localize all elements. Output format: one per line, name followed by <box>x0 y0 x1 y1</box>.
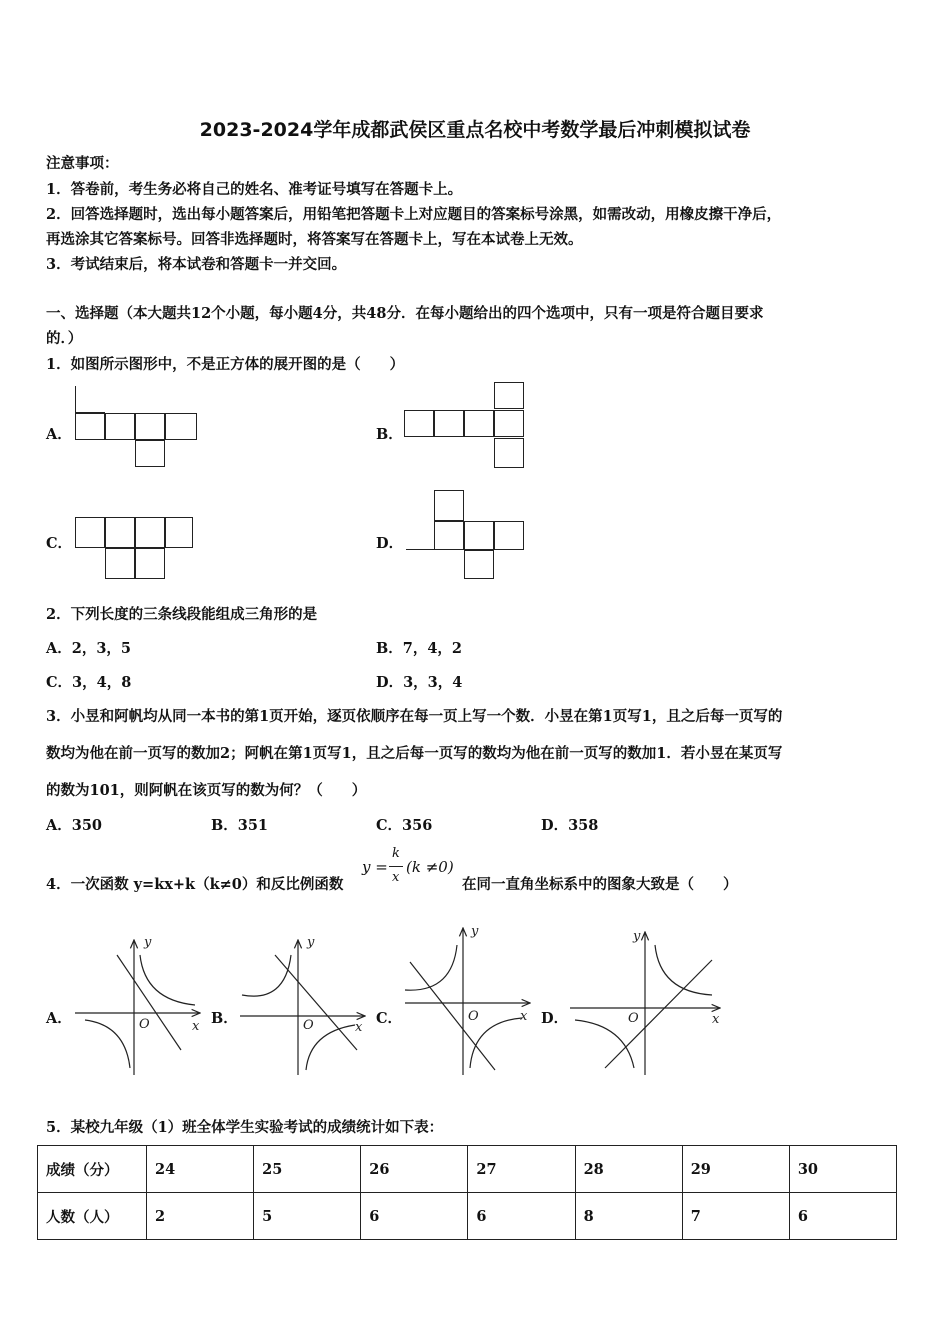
q1-option-d-label: D． <box>376 535 404 552</box>
q2-option-d: D．3，3，4 <box>376 674 463 691</box>
q3-option-c: C．356 <box>376 817 433 834</box>
section-heading-cont: 的．） <box>46 330 83 347</box>
section-heading: 一、选择题（本大题共12个小题，每小题4分，共48分．在每小题给出的四个选项中，只有一项是符合题目要求 <box>46 305 764 322</box>
table-cell: 6 <box>468 1193 575 1240</box>
q4-option-a-label: A． <box>46 1010 72 1027</box>
notice-item-3: 3．考试结束后，将本试卷和答题卡一并交回。 <box>46 256 347 273</box>
table-header-score: 成绩（分） <box>38 1146 147 1193</box>
q3-option-a: A．350 <box>46 817 103 834</box>
notice-heading: 注意事项： <box>46 155 119 172</box>
q4-d-origin: O <box>628 1011 639 1026</box>
q4-graph-b <box>240 940 365 1075</box>
q4-formula-num: k <box>392 846 400 861</box>
q4-a-x-label: x <box>192 1019 200 1034</box>
q3-stem-3: 的数为101，则阿帆在该页写的数为何？（ ） <box>46 782 367 799</box>
table-row-counts <box>38 1193 897 1240</box>
q4-d-x-label: x <box>712 1012 720 1027</box>
table-cell: 6 <box>789 1193 896 1240</box>
q5-stem: 5．某校九年级（1）班全体学生实验考试的成绩统计如下表： <box>46 1119 444 1136</box>
q4-formula-den: x <box>392 870 400 885</box>
page-title: 2023-2024学年成都武侯区重点名校中考数学最后冲刺模拟试卷 <box>199 119 751 141</box>
q3-stem-2: 数均为他在前一页写的数加2；阿帆在第1页写1，且之后每一页写的数均为他在前一页写的数加1．若小昱在某页写 <box>46 745 783 762</box>
q1-option-b-label: B． <box>376 426 403 443</box>
q4-a-y-label: y <box>144 935 152 950</box>
table-cell: 25 <box>254 1146 361 1193</box>
table-cell: 30 <box>789 1146 896 1193</box>
table-cell: 27 <box>468 1146 575 1193</box>
q4-formula-cond: (k ≠0) <box>406 858 454 876</box>
table-header-count: 人数（人） <box>38 1193 147 1240</box>
table-cell: 6 <box>361 1193 468 1240</box>
q3-option-b: B．351 <box>211 817 269 834</box>
score-table <box>37 1145 897 1240</box>
table-cell: 5 <box>254 1193 361 1240</box>
table-cell: 28 <box>575 1146 682 1193</box>
notice-item-1: 1．答卷前，考生务必将自己的姓名、准考证号填写在答题卡上。 <box>46 181 463 198</box>
q4-c-origin: O <box>468 1009 479 1024</box>
q4-stem-b: 在同一直角坐标系中的图象大致是（ ） <box>462 876 738 893</box>
q4-a-origin: O <box>139 1017 150 1032</box>
table-cell: 2 <box>147 1193 254 1240</box>
q4-option-b-label: B． <box>211 1010 238 1027</box>
q3-stem-1: 3．小昱和阿帆均从同一本书的第1页开始，逐页依顺序在每一页上写一个数．小昱在第1页写1，且之后每一页写的 <box>46 708 783 725</box>
q1-option-c-label: C． <box>46 535 73 552</box>
q4-option-c-label: C． <box>376 1010 403 1027</box>
table-row-scores <box>38 1146 897 1193</box>
q4-option-d-label: D． <box>541 1010 569 1027</box>
q4-b-x-label: x <box>355 1020 363 1035</box>
q1-option-a-label: A． <box>46 426 72 443</box>
q2-option-b: B．7，4，2 <box>376 640 463 657</box>
table-cell: 7 <box>682 1193 789 1240</box>
table-cell: 24 <box>147 1146 254 1193</box>
q4-formula-lhs: y = <box>362 858 388 876</box>
q4-graph-c <box>405 928 530 1075</box>
q2-stem: 2．下列长度的三条线段能组成三角形的是 <box>46 606 318 623</box>
notice-item-2: 2．回答选择题时，选出每小题答案后，用铅笔把答题卡上对应题目的答案标号涂黑，如需改动，用橡皮擦干净后， <box>46 206 782 223</box>
q1-stem: 1．如图所示图形中，不是正方体的展开图的是（ ） <box>46 356 405 373</box>
table-cell: 8 <box>575 1193 682 1240</box>
q4-graph-d <box>570 932 720 1075</box>
q2-option-a: A．2，3，5 <box>46 640 132 657</box>
table-cell: 29 <box>682 1146 789 1193</box>
q4-b-y-label: y <box>307 935 315 950</box>
q4-c-y-label: y <box>471 924 479 939</box>
q4-b-origin: O <box>303 1018 314 1033</box>
q4-c-x-label: x <box>520 1009 528 1024</box>
q4-d-y-label: y <box>633 929 641 944</box>
q3-option-d: D．358 <box>541 817 599 834</box>
q4-graph-a <box>75 940 200 1075</box>
q4-stem-a: 4．一次函数 y=kx+k（k≠0）和反比例函数 <box>46 876 344 893</box>
table-cell: 26 <box>361 1146 468 1193</box>
q2-option-c: C．3，4，8 <box>46 674 132 691</box>
notice-item-2-cont: 再选涂其它答案标号。回答非选择题时，将答案写在答题卡上，写在本试卷上无效。 <box>46 231 583 248</box>
